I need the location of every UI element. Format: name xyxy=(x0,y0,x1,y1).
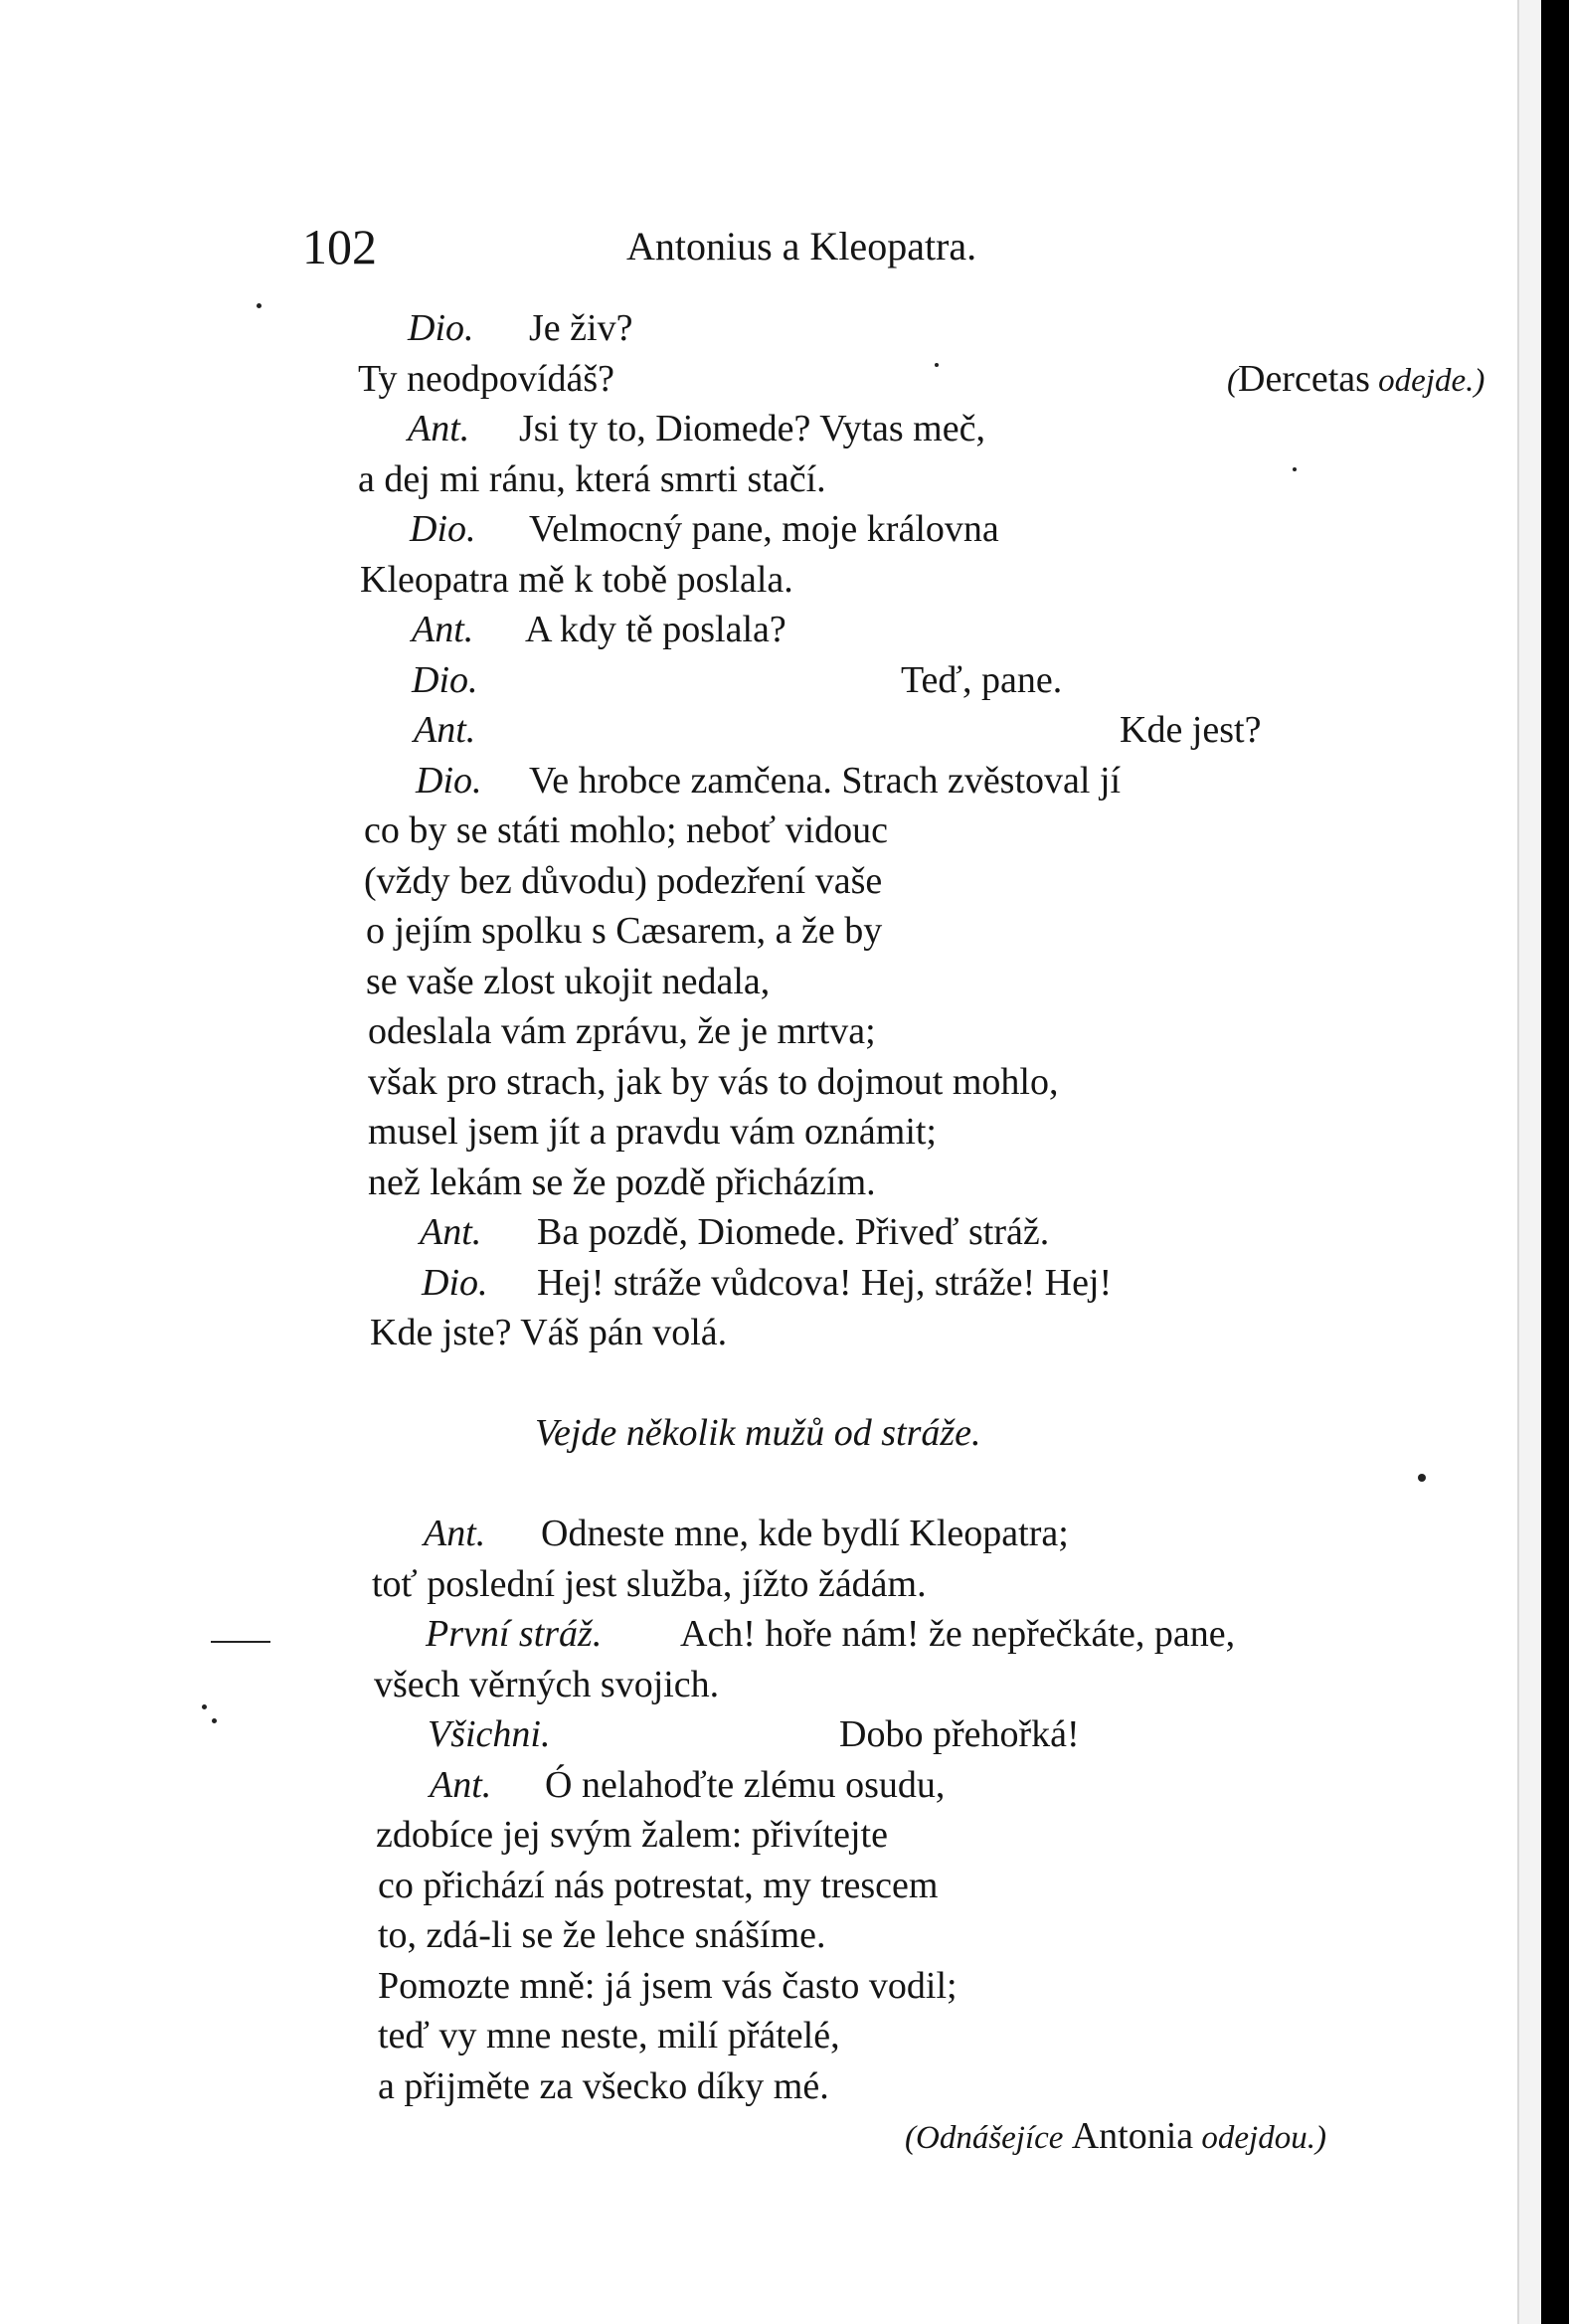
line-text: a přijměte za všecko díky mé. xyxy=(378,2064,829,2107)
line-text: a dej mi ránu, která smrti stačí. xyxy=(358,457,826,500)
text-line xyxy=(358,1158,1352,1208)
line-text: A kdy tě poslala? xyxy=(525,609,786,650)
speaker-name: Ant. xyxy=(424,1513,486,1554)
line-text: co přichází nás potrestat, my trescem xyxy=(378,1864,939,1906)
line-text: toť poslední jest služba, jížto žádám. xyxy=(372,1562,927,1605)
text-line xyxy=(358,957,1352,1007)
text-line xyxy=(358,1609,1352,1660)
text-line xyxy=(358,1057,1352,1108)
text-line xyxy=(358,504,1352,555)
running-title: Antonius a Kleopatra. xyxy=(626,224,977,268)
line-text: musel jsem jít a pravdu vám oznámit; xyxy=(368,1111,937,1153)
speaker-name: Dio. xyxy=(422,1261,488,1304)
text-line xyxy=(358,1207,1352,1258)
line-text: Pomozte mně: já jsem vás často vodil; xyxy=(378,1964,958,2007)
stage-direction: (Odnášejíce Antonia odejdou.) xyxy=(905,2115,1326,2157)
stage-direction: (Dercetas odejde.) xyxy=(1227,357,1485,400)
line-text: (vždy bez důvodu) podezření vaše xyxy=(364,859,883,902)
line-text: Dobo přehořká! xyxy=(839,1713,1080,1755)
line-text: Kleopatra mě k tobě poslala. xyxy=(360,558,793,601)
line-text: se vaše zlost ukojit nedala, xyxy=(366,960,771,1002)
line-text: Ach! hoře nám! že nepřečkáte, pane, xyxy=(680,1613,1236,1655)
line-text: Hej! stráže vůdcova! Hej, stráže! Hej! xyxy=(537,1261,1113,1304)
speaker-name: Ant. xyxy=(412,609,474,650)
line-text: Ve hrobce zamčena. Strach zvěstoval jí xyxy=(529,759,1122,802)
line-text: teď vy mne neste, milí přátelé, xyxy=(378,2015,840,2056)
speaker-name: Ant. xyxy=(414,709,476,751)
text-line xyxy=(358,756,1352,806)
text-line xyxy=(358,655,1352,706)
text-line xyxy=(358,1910,1352,1961)
text-line xyxy=(358,705,1352,756)
line-text: Jsi ty to, Diomede? Vytas meč, xyxy=(519,408,985,449)
speaker-name: Ant. xyxy=(420,1211,482,1253)
line-text: Ba pozdě, Diomede. Přiveď stráž. xyxy=(537,1211,1050,1253)
text-line xyxy=(358,555,1352,606)
text-line xyxy=(358,1258,1352,1309)
line-text: to, zdá-li se že lehce snášíme. xyxy=(378,1914,826,1956)
line-text: než lekám se že pozdě přicházím. xyxy=(368,1161,876,1203)
line-text: všech věrných svojich. xyxy=(374,1663,720,1705)
speaker-name: Dio. xyxy=(408,307,474,349)
text-line xyxy=(358,1709,1352,1760)
page-header xyxy=(298,217,1293,276)
text-line xyxy=(358,1006,1352,1057)
line-text: Kde jest? xyxy=(1120,709,1262,751)
speaker-name: První stráž. xyxy=(426,1613,603,1655)
text-line xyxy=(358,1660,1352,1710)
line-text: o jejím spolku s Cæsarem, a že by xyxy=(366,910,883,952)
line-text: Je živ? xyxy=(529,307,633,349)
line-text: Odneste mne, kde bydlí Kleopatra; xyxy=(541,1513,1069,1554)
speaker-name: Ant. xyxy=(408,408,470,449)
text-line xyxy=(358,404,1352,454)
text-line xyxy=(358,805,1352,856)
line-text: Ó nelahoďte zlému osudu, xyxy=(545,1763,946,1806)
text-line xyxy=(358,856,1352,907)
speaker-name: Dio. xyxy=(412,658,478,701)
line-text: však pro strach, jak by vás to dojmout mohlo, xyxy=(368,1060,1059,1103)
text-line xyxy=(358,303,1352,354)
text-line xyxy=(358,1509,1352,1559)
speaker-name: Ant. xyxy=(430,1763,492,1806)
text-line xyxy=(358,1308,1352,1358)
text-line xyxy=(358,1810,1352,1861)
line-text: odeslala vám zprávu, že je mrtva; xyxy=(368,1010,876,1052)
text-line xyxy=(358,1760,1352,1811)
line-text: zdobíce jej svým žalem: přivítejte xyxy=(376,1814,888,1856)
text-line xyxy=(358,1107,1352,1158)
text-line xyxy=(358,605,1352,655)
page-number: 102 xyxy=(302,219,377,274)
text-line xyxy=(358,2061,1352,2112)
text-line xyxy=(358,2111,1352,2162)
speaker-name: Všichni. xyxy=(428,1713,551,1755)
line-text: Teď, pane. xyxy=(901,658,1063,701)
stage-direction: Vejde několik mužů od stráže. xyxy=(535,1412,981,1454)
text-line xyxy=(358,1961,1352,2012)
text-line xyxy=(358,1559,1352,1610)
text-line xyxy=(358,354,1485,405)
text-line xyxy=(358,2011,1352,2061)
text-line xyxy=(358,906,1352,957)
line-text: co by se státi mohlo; neboť vidouc xyxy=(364,809,889,851)
text-line xyxy=(358,1408,1352,1459)
line-text: Kde jste? Váš pán volá. xyxy=(370,1312,728,1353)
text-line xyxy=(358,454,1352,505)
speaker-name: Dio. xyxy=(410,508,476,550)
line-text: Ty neodpovídáš? xyxy=(358,357,615,400)
page-edge xyxy=(1517,0,1541,2324)
text-line xyxy=(358,1861,1352,1911)
play-text xyxy=(358,303,1485,2162)
speaker-name: Dio. xyxy=(416,759,482,802)
line-text: Velmocný pane, moje královna xyxy=(529,508,999,550)
